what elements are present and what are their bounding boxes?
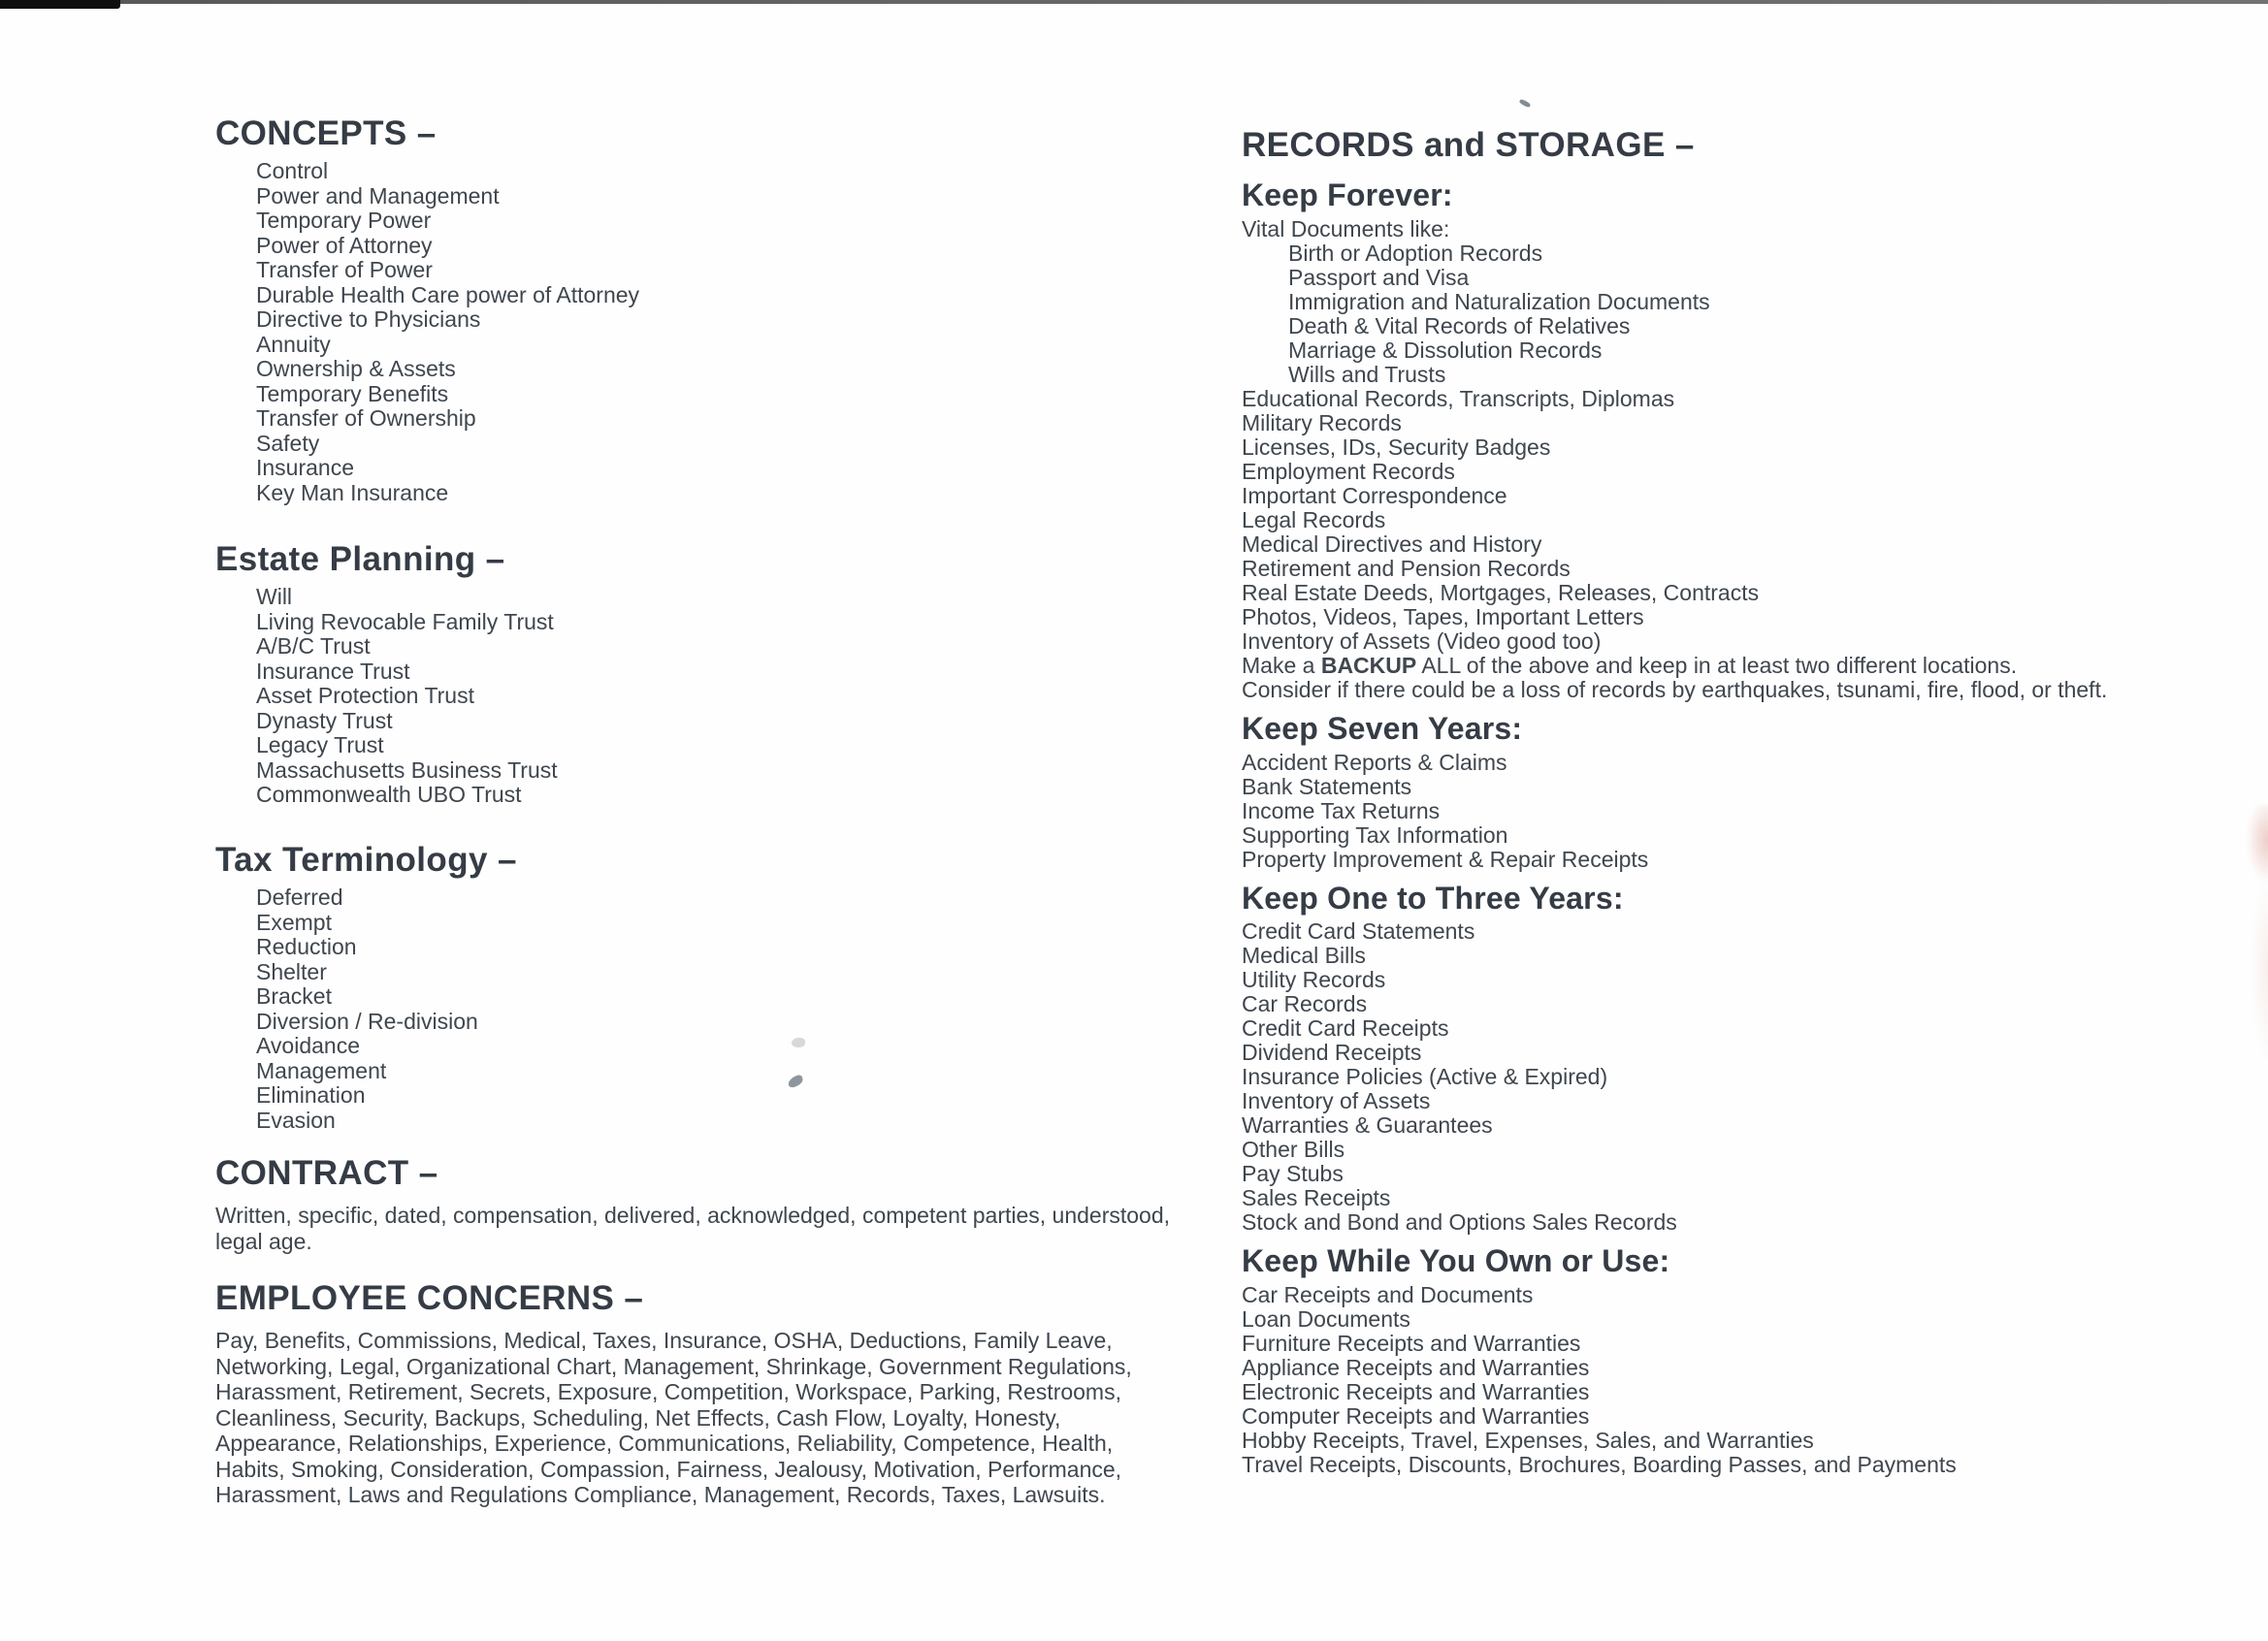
section-heading: Keep While You Own or Use: xyxy=(1242,1243,1670,1279)
line: Warranties & Guarantees xyxy=(1242,1112,1493,1139)
line: Real Estate Deeds, Mortgages, Releases, Contracts xyxy=(1242,579,1760,605)
line: Stock and Bond and Options Sales Records xyxy=(1242,1209,1677,1236)
list-item: Commonwealth UBO Trust xyxy=(256,782,522,808)
line: Income Tax Returns xyxy=(1242,797,1441,823)
scan-corner-mark xyxy=(0,0,120,9)
scan-pink-smudge xyxy=(2247,805,2268,883)
section-keep-while-you-own-or-use xyxy=(1242,1243,2202,1477)
line: Hobby Receipts, Travel, Expenses, Sales, and Warranties xyxy=(1242,1428,1814,1454)
list-item: Massachusetts Business Trust xyxy=(256,756,558,783)
line: Licenses, IDs, Security Badges xyxy=(1242,434,1551,460)
left-column xyxy=(215,114,1181,1508)
scan-edge-line xyxy=(0,0,2268,4)
line: Accident Reports & Claims xyxy=(1242,749,1507,775)
line: Insurance Policies (Active & Expired) xyxy=(1242,1064,1608,1090)
line xyxy=(1242,654,2202,678)
section-keep-forever xyxy=(1242,177,2202,702)
line: Appliance Receipts and Warranties xyxy=(1242,1355,1590,1381)
section-heading: CONCEPTS – xyxy=(215,114,437,152)
line-group xyxy=(1242,751,2202,872)
list-item: Reduction xyxy=(256,934,357,960)
section-tax-terminology xyxy=(215,841,1181,1133)
section-heading: EMPLOYEE CONCERNS – xyxy=(215,1279,644,1318)
line: Vital Documents like: xyxy=(1242,215,1450,241)
line: Military Records xyxy=(1242,409,1402,435)
line: Pay Stubs xyxy=(1242,1161,1344,1187)
line: Credit Card Receipts xyxy=(1242,1015,1449,1042)
right-sections xyxy=(1242,177,2202,1477)
line: Furniture Receipts and Warranties xyxy=(1242,1331,1581,1357)
line: Immigration and Naturalization Documents xyxy=(1288,288,1710,314)
line: Other Bills xyxy=(1242,1137,1345,1163)
section-contract xyxy=(215,1154,1181,1254)
section-keep-one-to-three-years xyxy=(1242,881,2202,1236)
item-list xyxy=(215,585,1181,808)
list-item: Bracket xyxy=(256,983,332,1010)
paragraph: Written, specific, dated, compensation, delivered, acknowledged, competent parties, understood, legal age. xyxy=(215,1203,1171,1254)
section-heading: Keep One to Three Years: xyxy=(1242,880,1624,916)
list-item: Directive to Physicians xyxy=(256,306,481,333)
right-column xyxy=(1242,126,2202,1477)
line: Important Correspondence xyxy=(1242,482,1507,508)
list-item: Power of Attorney xyxy=(256,232,433,258)
line: Car Receipts and Documents xyxy=(1242,1282,1534,1308)
line: Medical Bills xyxy=(1242,943,1366,969)
line: Property Improvement & Repair Receipts xyxy=(1242,846,1649,872)
line: Inventory of Assets xyxy=(1242,1088,1431,1114)
list-item: Diversion / Re-division xyxy=(256,1008,478,1034)
line: Employment Records xyxy=(1242,458,1455,484)
list-item: Safety xyxy=(256,430,320,456)
list-item: Will xyxy=(256,584,293,610)
line: Sales Receipts xyxy=(1242,1185,1391,1211)
line: Educational Records, Transcripts, Diplomas xyxy=(1242,385,1675,411)
line: Supporting Tax Information xyxy=(1242,821,1508,848)
line: Travel Receipts, Discounts, Brochures, Boarding Passes, and Payments xyxy=(1242,1452,1957,1478)
line: Birth or Adoption Records xyxy=(1288,240,1543,266)
section-heading: CONTRACT – xyxy=(215,1154,438,1193)
list-item: Legacy Trust xyxy=(256,732,384,758)
list-item: Elimination xyxy=(256,1082,366,1109)
line-group xyxy=(1242,1283,2202,1477)
item-list xyxy=(215,885,1181,1133)
section-heading: Keep Seven Years: xyxy=(1242,710,1523,746)
line: Marriage & Dissolution Records xyxy=(1288,337,1603,363)
list-item: Deferred xyxy=(256,885,343,911)
section-heading: Tax Terminology – xyxy=(215,840,517,879)
line: Wills and Trusts xyxy=(1288,361,1446,387)
line: Death & Vital Records of Relatives xyxy=(1288,312,1631,338)
line: Loan Documents xyxy=(1242,1306,1410,1333)
line: Consider if there could be a loss of records by earthquakes, tsunami, fire, flood, or theft. xyxy=(1242,676,2108,702)
text: Make a xyxy=(1242,652,1321,678)
scan-pink-smudge-soft xyxy=(2251,873,2268,1067)
list-item: Asset Protection Trust xyxy=(256,683,474,709)
item-list xyxy=(215,159,1181,505)
line: Utility Records xyxy=(1242,967,1386,993)
list-item: Annuity xyxy=(256,331,331,357)
section-heading: Estate Planning – xyxy=(215,540,505,579)
list-item: Control xyxy=(256,158,329,184)
line: Passport and Visa xyxy=(1288,264,1470,290)
line: Inventory of Assets (Video good too) xyxy=(1242,627,1602,654)
line-group xyxy=(1242,217,2202,702)
list-item: Shelter xyxy=(256,958,327,984)
list-item: Evasion xyxy=(256,1107,336,1133)
scan-speck xyxy=(1519,98,1532,108)
records-and-storage-heading: RECORDS and STORAGE – xyxy=(1242,126,1695,164)
line: Legal Records xyxy=(1242,506,1386,532)
section-heading: Keep Forever: xyxy=(1242,177,1453,213)
list-item: Temporary Benefits xyxy=(256,380,449,406)
section-estate-planning xyxy=(215,540,1181,808)
list-item: Temporary Power xyxy=(256,208,432,234)
list-item: Key Man Insurance xyxy=(256,479,449,505)
line: Bank Statements xyxy=(1242,773,1412,799)
list-item: Exempt xyxy=(256,909,332,935)
list-item: A/B/C Trust xyxy=(256,633,371,660)
section-employee-concerns xyxy=(215,1279,1181,1508)
line: Credit Card Statements xyxy=(1242,918,1475,945)
line: Dividend Receipts xyxy=(1242,1040,1422,1066)
list-item: Avoidance xyxy=(256,1033,360,1059)
list-item: Living Revocable Family Trust xyxy=(256,608,554,634)
section-keep-seven-years xyxy=(1242,711,2202,872)
line: Computer Receipts and Warranties xyxy=(1242,1403,1590,1430)
line: Electronic Receipts and Warranties xyxy=(1242,1379,1590,1405)
line: Photos, Videos, Tapes, Important Letters xyxy=(1242,603,1644,629)
list-item: Durable Health Care power of Attorney xyxy=(256,281,640,307)
line: Medical Directives and History xyxy=(1242,531,1542,557)
paragraph: Pay, Benefits, Commissions, Medical, Taxes, Insurance, OSHA, Deductions, Family Leave, Networking, Legal, Organizational Chart, Management, Shrinkage, Government Regulations, Harassment, Retirement, Secrets, Exposure, Competition, Workspace, Parking, Restrooms, Cleanliness, Security, Backups, Scheduling, Net Effects, Cash Flow, Loyalty, Honesty, Appearance, Relationships, Experience, Communications, Reliability, Competence, Health, Habits, Smoking, Consideration, Compassion, Fairness, Jealousy, Motivation, Performance, Harassment, Laws and Regulations Compliance, Management, Records, Taxes, Lawsuits. xyxy=(215,1328,1132,1508)
list-item: Insurance xyxy=(256,455,355,481)
list-item: Transfer of Power xyxy=(256,257,433,283)
list-item: Dynasty Trust xyxy=(256,707,393,733)
line: Car Records xyxy=(1242,991,1368,1017)
text: ALL of the above and keep in at least two different locations. xyxy=(1416,652,2018,678)
list-item: Power and Management xyxy=(256,182,500,209)
line-group xyxy=(1242,919,2202,1235)
bold-text: BACKUP xyxy=(1320,652,1417,678)
list-item: Management xyxy=(256,1057,387,1083)
section-concepts xyxy=(215,114,1181,505)
list-item: Ownership & Assets xyxy=(256,356,456,382)
list-item: Transfer of Ownership xyxy=(256,405,476,432)
line: Retirement and Pension Records xyxy=(1242,555,1571,581)
list-item: Insurance Trust xyxy=(256,658,410,684)
